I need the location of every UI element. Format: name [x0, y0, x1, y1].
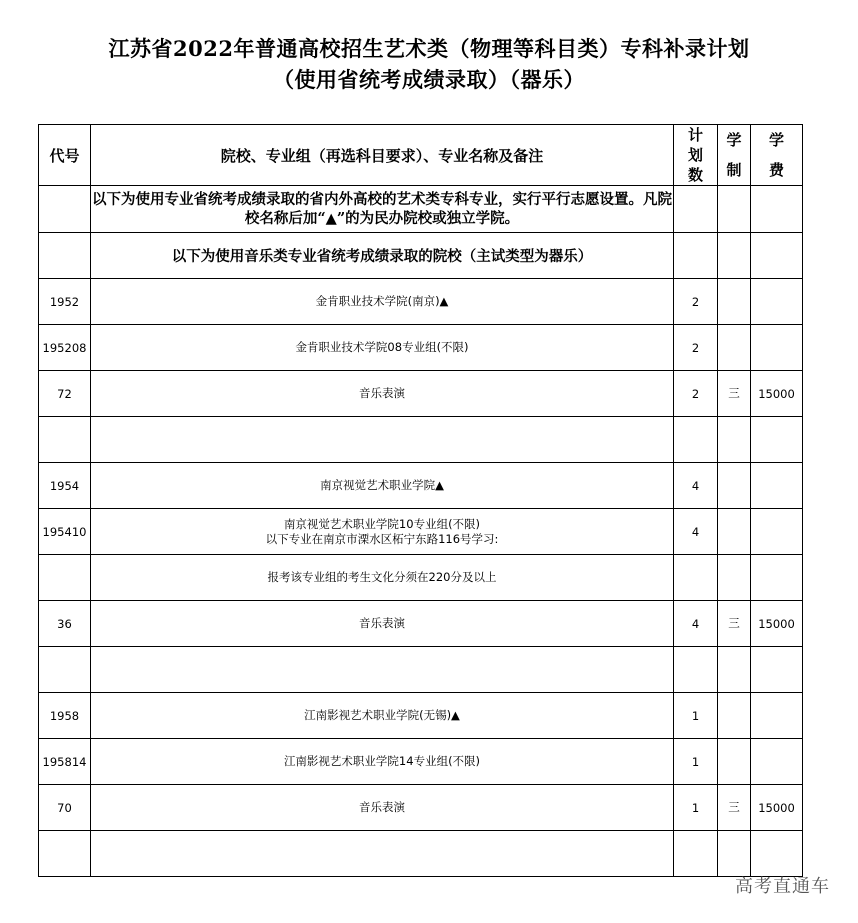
table-row: [39, 785, 803, 831]
fee-cell: 15000: [751, 601, 803, 647]
fee-cell: 15000: [751, 371, 803, 417]
fee-cell: [751, 279, 803, 325]
years-cell: 三: [718, 785, 751, 831]
intro-note-row: [39, 186, 803, 233]
fee-cell: [751, 555, 803, 601]
description-cell: 音乐表演: [91, 371, 674, 417]
table-row: [39, 509, 803, 555]
header-description: 院校、专业组（再选科目要求）、专业名称及备注: [91, 125, 674, 186]
header-fee-char-2: 费: [768, 161, 784, 179]
table-row: [39, 739, 803, 785]
years-cell: [718, 279, 751, 325]
code-cell: 1954: [39, 463, 91, 509]
description-cell: 南京视觉艺术职业学院▲: [91, 463, 674, 509]
description-cell: [91, 647, 674, 693]
header-plan-char-1: 计: [687, 126, 703, 144]
code-cell: [39, 417, 91, 463]
plan-count-cell: 4: [674, 463, 718, 509]
empty-cell: [718, 233, 751, 279]
years-cell: 三: [718, 601, 751, 647]
years-cell: [718, 325, 751, 371]
table-row: [39, 693, 803, 739]
table-row: [39, 601, 803, 647]
empty-cell: [674, 186, 718, 233]
code-cell: 195410: [39, 509, 91, 555]
plan-count-cell: 2: [674, 279, 718, 325]
description-cell: 音乐表演: [91, 601, 674, 647]
table-row: [39, 371, 803, 417]
description-line-2: 以下专业在南京市溧水区柘宁东路116号学习:: [265, 531, 499, 546]
table-row: [39, 325, 803, 371]
code-cell: [39, 647, 91, 693]
empty-cell: [39, 186, 91, 233]
description-cell: 江南影视艺术职业学院(无锡)▲: [91, 693, 674, 739]
empty-cell: [751, 186, 803, 233]
description-cell: [91, 509, 674, 555]
code-cell: 1952: [39, 279, 91, 325]
plan-count-cell: 1: [674, 693, 718, 739]
header-plan-char-2: 划: [687, 146, 703, 164]
table-row: [39, 463, 803, 509]
description-cell: 音乐表演: [91, 785, 674, 831]
description-cell: 金肯职业技术学院(南京)▲: [91, 279, 674, 325]
code-cell: 70: [39, 785, 91, 831]
description-cell: 报考该专业组的考生文化分须在220分及以上: [91, 555, 674, 601]
description-cell: [91, 417, 674, 463]
page-subtitle: （使用省统考成绩录取）（器乐）: [273, 67, 585, 92]
fee-cell: 15000: [751, 785, 803, 831]
years-cell: [718, 831, 751, 877]
empty-cell: [39, 233, 91, 279]
admission-plan-table: [38, 124, 803, 877]
code-cell: 1958: [39, 693, 91, 739]
table-row: [39, 647, 803, 693]
plan-count-cell: 4: [674, 509, 718, 555]
code-cell: 195208: [39, 325, 91, 371]
empty-cell: [674, 233, 718, 279]
fee-cell: [751, 647, 803, 693]
table-row: [39, 279, 803, 325]
music-note-row: [39, 233, 803, 279]
header-plan-count: [674, 125, 718, 186]
fee-cell: [751, 739, 803, 785]
description-cell: [91, 831, 674, 877]
plan-count-cell: 4: [674, 601, 718, 647]
fee-cell: [751, 417, 803, 463]
music-note: 以下为使用音乐类专业省统考成绩录取的院校（主试类型为器乐）: [91, 233, 674, 279]
plan-rows: [39, 279, 803, 877]
years-cell: 三: [718, 371, 751, 417]
empty-cell: [718, 186, 751, 233]
header-years-char-2: 制: [726, 161, 742, 179]
code-cell: [39, 555, 91, 601]
header-plan-char-3: 数: [687, 166, 703, 184]
plan-count-cell: [674, 831, 718, 877]
fee-cell: [751, 693, 803, 739]
fee-cell: [751, 463, 803, 509]
code-cell: 36: [39, 601, 91, 647]
years-cell: [718, 693, 751, 739]
plan-count-cell: 2: [674, 371, 718, 417]
plan-count-cell: 1: [674, 785, 718, 831]
empty-cell: [751, 233, 803, 279]
table-row: [39, 555, 803, 601]
description-cell: 江南影视艺术职业学院14专业组(不限): [91, 739, 674, 785]
years-cell: [718, 509, 751, 555]
watermark: 高考直通车: [735, 876, 830, 897]
code-cell: 195814: [39, 739, 91, 785]
header-row: [39, 125, 803, 186]
description-cell: 金肯职业技术学院08专业组(不限): [91, 325, 674, 371]
years-cell: [718, 739, 751, 785]
plan-count-cell: [674, 647, 718, 693]
plan-count-cell: 2: [674, 325, 718, 371]
years-cell: [718, 555, 751, 601]
description-line-1: 南京视觉艺术职业学院10专业组(不限): [283, 516, 481, 531]
header-fee-char-1: 学: [768, 131, 784, 149]
table-row: [39, 831, 803, 877]
years-cell: [718, 463, 751, 509]
fee-cell: [751, 509, 803, 555]
intro-note: 以下为使用专业省统考成绩录取的省内外高校的艺术类专科专业，实行平行志愿设置。凡院校名称后加“▲”的为民办院校或独立学院。: [91, 186, 674, 233]
header-years: [718, 125, 751, 186]
code-cell: 72: [39, 371, 91, 417]
header-code: 代号: [39, 125, 91, 186]
header-fee: [751, 125, 803, 186]
plan-count-cell: [674, 555, 718, 601]
code-cell: [39, 831, 91, 877]
header-years-char-1: 学: [726, 131, 742, 149]
plan-count-cell: 1: [674, 739, 718, 785]
years-cell: [718, 647, 751, 693]
plan-count-cell: [674, 417, 718, 463]
page-title: 江苏省2022年普通高校招生艺术类（物理等科目类）专科补录计划: [108, 36, 750, 61]
table-row: [39, 417, 803, 463]
years-cell: [718, 417, 751, 463]
fee-cell: [751, 325, 803, 371]
fee-cell: [751, 831, 803, 877]
